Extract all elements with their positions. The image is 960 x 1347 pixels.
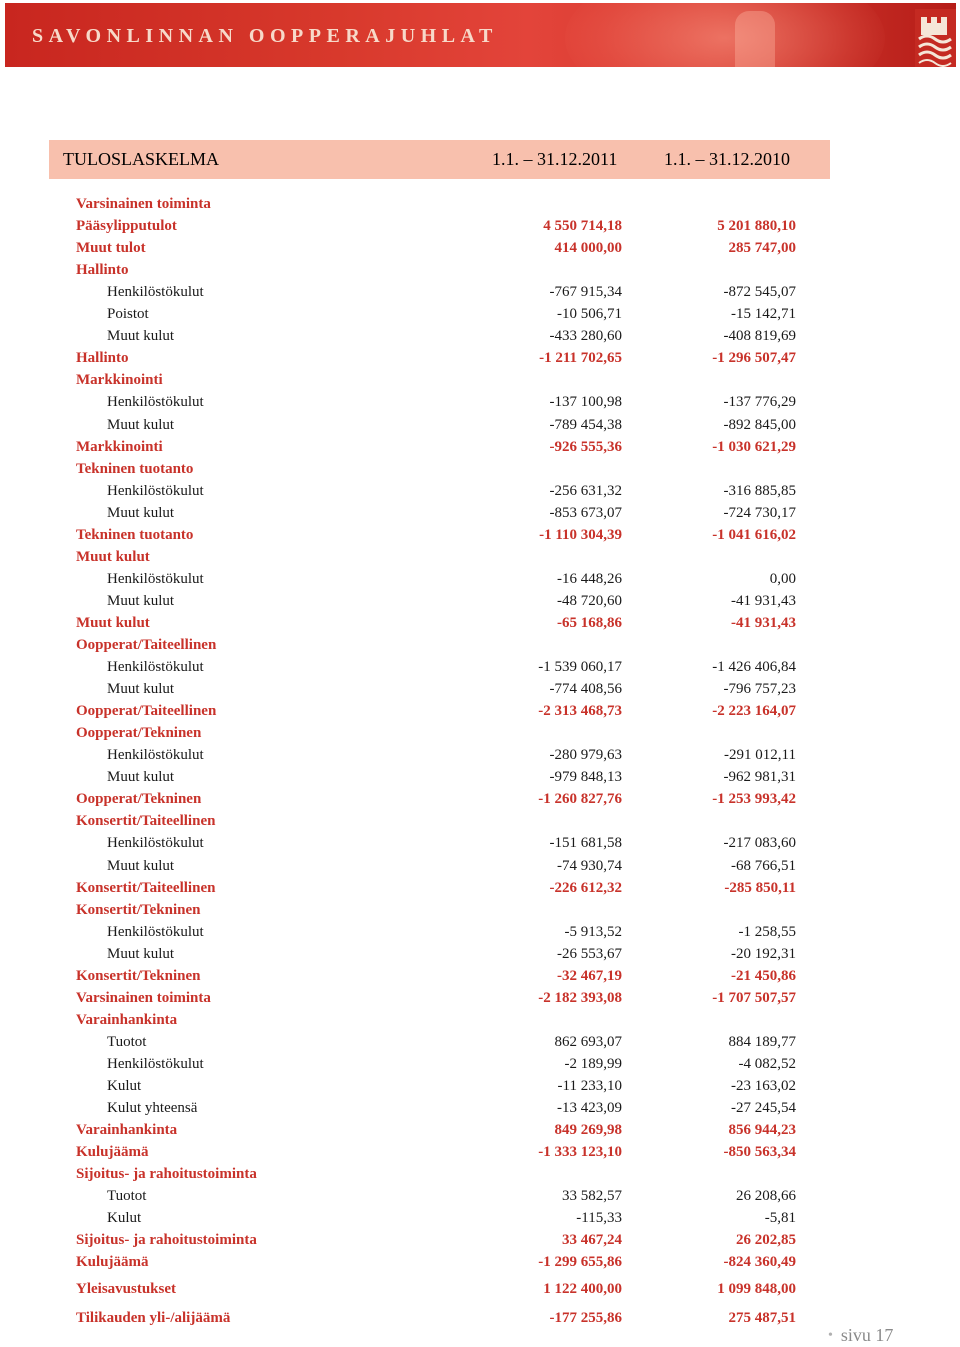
row-label: Kulut bbox=[107, 1078, 142, 1094]
value-2010: -408 819,69 bbox=[723, 328, 796, 345]
value-2010: -892 845,00 bbox=[723, 416, 796, 433]
value-2011: -1 299 655,86 bbox=[538, 1254, 622, 1270]
value-2011: 862 693,07 bbox=[554, 1033, 622, 1050]
table-row bbox=[0, 656, 960, 678]
table-row bbox=[0, 1163, 960, 1185]
value-2010: -5,81 bbox=[764, 1210, 796, 1227]
row-label: Muut kulut bbox=[107, 504, 175, 521]
row-label: Muut kulut bbox=[107, 681, 175, 698]
table-row bbox=[0, 1075, 960, 1097]
row-label: Henkilöstökulut bbox=[107, 1055, 204, 1072]
value-2011: 1 122 400,00 bbox=[543, 1281, 622, 1297]
row-label: Henkilöstökulut bbox=[107, 482, 204, 499]
row-label: Muut tulot bbox=[76, 240, 146, 257]
table-row bbox=[0, 700, 960, 722]
row-label: Muut kulut bbox=[107, 945, 175, 962]
table-row bbox=[0, 766, 960, 788]
value-2011: -74 930,74 bbox=[557, 857, 622, 874]
table-row bbox=[0, 1307, 960, 1329]
value-2011: -10 506,71 bbox=[557, 306, 622, 323]
banner-castle-image bbox=[735, 11, 775, 67]
table-row bbox=[0, 810, 960, 832]
row-label: Kulut bbox=[107, 1210, 142, 1227]
table-row bbox=[0, 943, 960, 965]
value-2010: -872 545,07 bbox=[723, 284, 796, 301]
row-label: Markkinointi bbox=[76, 372, 163, 389]
value-2011: -767 915,34 bbox=[549, 284, 622, 301]
value-2011: -26 553,67 bbox=[557, 945, 622, 962]
table-row bbox=[0, 391, 960, 413]
table-row bbox=[0, 414, 960, 436]
value-2010: -1 030 621,29 bbox=[712, 438, 796, 455]
value-2011: 4 550 714,18 bbox=[543, 218, 622, 235]
row-label: Muut kulut bbox=[107, 416, 175, 433]
row-label: Muut kulut bbox=[76, 548, 150, 565]
value-2011: -1 110 304,39 bbox=[539, 526, 622, 543]
row-label: Oopperat/Tekninen bbox=[76, 791, 202, 808]
row-label: Konsertit/Taiteellinen bbox=[76, 813, 216, 830]
value-2010: -21 450,86 bbox=[731, 967, 796, 984]
table-row bbox=[0, 744, 960, 766]
row-label: Hallinto bbox=[76, 262, 129, 279]
value-2011: -16 448,26 bbox=[557, 570, 622, 587]
value-2011: 849 269,98 bbox=[554, 1122, 622, 1139]
table-row bbox=[0, 1009, 960, 1031]
value-2011: 33 582,57 bbox=[562, 1188, 622, 1205]
value-2011: -65 168,86 bbox=[557, 614, 622, 631]
table-row bbox=[0, 634, 960, 656]
value-2011: -774 408,56 bbox=[549, 681, 622, 698]
value-2010: -1 258,55 bbox=[738, 923, 796, 940]
value-2010: -796 757,23 bbox=[723, 681, 796, 698]
table-row bbox=[0, 193, 960, 215]
page-label: sivu 17 bbox=[840, 1325, 894, 1345]
value-2010: -15 142,71 bbox=[731, 306, 796, 323]
value-2010: -20 192,31 bbox=[731, 945, 796, 962]
value-2011: -926 555,36 bbox=[549, 438, 622, 455]
table-row bbox=[0, 877, 960, 899]
table-row bbox=[0, 281, 960, 303]
row-label: Konsertit/Tekninen bbox=[76, 901, 201, 918]
value-2010: 1 099 848,00 bbox=[717, 1281, 796, 1297]
row-label: Markkinointi bbox=[76, 438, 163, 455]
value-2010: -217 083,60 bbox=[723, 835, 796, 852]
value-2010: 884 189,77 bbox=[728, 1033, 796, 1050]
row-label: Konsertit/Tekninen bbox=[76, 967, 201, 984]
row-label: Oopperat/Taiteellinen bbox=[76, 637, 217, 653]
value-2010: -850 563,34 bbox=[723, 1144, 796, 1161]
value-2010: -1 041 616,02 bbox=[712, 526, 796, 543]
income-statement-header bbox=[49, 140, 830, 179]
value-2010: -137 776,29 bbox=[723, 394, 796, 411]
row-label: Henkilöstökulut bbox=[107, 659, 204, 676]
table-row bbox=[0, 259, 960, 281]
value-2011: -32 467,19 bbox=[557, 967, 622, 984]
table-row bbox=[0, 1229, 960, 1251]
table-row bbox=[0, 458, 960, 480]
value-2011: -2 189,99 bbox=[564, 1055, 622, 1072]
value-2011: -48 720,60 bbox=[557, 592, 622, 609]
row-label: Kulujäämä bbox=[76, 1144, 149, 1161]
value-2010: -23 163,02 bbox=[731, 1078, 796, 1094]
value-2010: -962 981,31 bbox=[723, 769, 796, 786]
table-row bbox=[0, 921, 960, 943]
value-2010: -41 931,43 bbox=[731, 592, 796, 609]
banner bbox=[5, 3, 956, 67]
table-row bbox=[0, 215, 960, 237]
value-2010: 0,00 bbox=[769, 570, 796, 587]
table-row bbox=[0, 1097, 960, 1119]
value-2010: -68 766,51 bbox=[731, 857, 796, 874]
value-2010: -285 850,11 bbox=[724, 879, 796, 896]
value-2011: -177 255,86 bbox=[549, 1310, 622, 1326]
table-row bbox=[0, 568, 960, 590]
table-row bbox=[0, 480, 960, 502]
value-2011: -13 423,09 bbox=[557, 1100, 622, 1117]
row-label: Henkilöstökulut bbox=[107, 284, 204, 301]
row-label: Henkilöstökulut bbox=[107, 394, 204, 411]
value-2010: -27 245,54 bbox=[731, 1100, 796, 1117]
value-2011: -1 539 060,17 bbox=[538, 659, 622, 676]
value-2010: -1 707 507,57 bbox=[712, 989, 796, 1006]
table-row bbox=[0, 502, 960, 524]
row-label: Henkilöstökulut bbox=[107, 570, 204, 587]
value-2011: -137 100,98 bbox=[549, 394, 622, 411]
table-row bbox=[0, 1278, 960, 1300]
value-2011: -280 979,63 bbox=[549, 747, 622, 764]
value-2010: 26 208,66 bbox=[736, 1188, 796, 1205]
value-2010: -4 082,52 bbox=[738, 1055, 796, 1072]
value-2010: -41 931,43 bbox=[731, 614, 796, 631]
value-2010: -824 360,49 bbox=[723, 1254, 796, 1270]
value-2010: 285 747,00 bbox=[728, 240, 796, 257]
row-label: Muut kulut bbox=[107, 769, 175, 786]
value-2010: -724 730,17 bbox=[723, 504, 796, 521]
bullet-icon: • bbox=[828, 1328, 833, 1343]
table-row bbox=[0, 678, 960, 700]
row-label: Konsertit/Taiteellinen bbox=[76, 879, 216, 896]
value-2010: -316 885,85 bbox=[723, 482, 796, 499]
value-2010: -2 223 164,07 bbox=[712, 703, 796, 720]
value-2011: -115,33 bbox=[576, 1210, 622, 1227]
row-label: Varainhankinta bbox=[76, 1011, 178, 1028]
row-label: Poistot bbox=[107, 306, 149, 323]
value-2011: -256 631,32 bbox=[549, 482, 622, 499]
table-row bbox=[0, 1053, 960, 1075]
table-row bbox=[0, 237, 960, 259]
value-2010: 26 202,85 bbox=[736, 1232, 796, 1249]
row-label: Muut kulut bbox=[107, 328, 175, 345]
table-row bbox=[0, 325, 960, 347]
row-label: Hallinto bbox=[76, 350, 129, 367]
row-label: Pääsylipputulot bbox=[76, 218, 177, 235]
row-label: Tekninen tuotanto bbox=[76, 526, 194, 543]
row-label: Muut kulut bbox=[107, 592, 175, 609]
value-2011: -11 233,10 bbox=[557, 1078, 622, 1094]
table-row bbox=[0, 347, 960, 369]
row-label: Sijoitus- ja rahoitustoiminta bbox=[76, 1166, 257, 1183]
table-row bbox=[0, 546, 960, 568]
value-2011: -226 612,32 bbox=[549, 879, 622, 896]
value-2011: -433 280,60 bbox=[549, 328, 622, 345]
table-row bbox=[0, 436, 960, 458]
value-2011: -151 681,58 bbox=[549, 835, 622, 852]
value-2011: -2 182 393,08 bbox=[538, 989, 622, 1006]
row-label: Henkilöstökulut bbox=[107, 923, 204, 940]
value-2010: -291 012,11 bbox=[724, 747, 796, 764]
value-2010: 275 487,51 bbox=[728, 1310, 796, 1326]
table-row bbox=[0, 369, 960, 391]
value-2011: -1 333 123,10 bbox=[538, 1144, 622, 1161]
row-label: Henkilöstökulut bbox=[107, 747, 204, 764]
row-label: Varsinainen toiminta bbox=[76, 196, 211, 212]
value-2011: 33 467,24 bbox=[562, 1232, 622, 1249]
row-label: Tuotot bbox=[107, 1033, 147, 1050]
value-2010: -1 296 507,47 bbox=[712, 350, 796, 367]
table-row bbox=[0, 855, 960, 877]
table-row bbox=[0, 965, 960, 987]
value-2011: -853 673,07 bbox=[549, 504, 622, 521]
value-2010: 856 944,23 bbox=[728, 1122, 796, 1139]
row-label: Varainhankinta bbox=[76, 1122, 178, 1139]
table-row bbox=[0, 1119, 960, 1141]
row-label: Oopperat/Taiteellinen bbox=[76, 703, 217, 720]
period-2010-header: 1.1. – 31.12.2010 bbox=[664, 149, 790, 169]
row-label: Tilikauden yli-/alijäämä bbox=[76, 1310, 231, 1326]
row-label: Muut kulut bbox=[107, 857, 175, 874]
banner-glow bbox=[565, 3, 885, 67]
table-row bbox=[0, 590, 960, 612]
table-row bbox=[0, 788, 960, 810]
value-2011: -979 848,13 bbox=[549, 769, 622, 786]
value-2011: -5 913,52 bbox=[564, 923, 622, 940]
table-row bbox=[0, 1185, 960, 1207]
row-label: Kulujäämä bbox=[76, 1254, 149, 1270]
table-row bbox=[0, 303, 960, 325]
value-2010: -1 253 993,42 bbox=[712, 791, 796, 808]
value-2011: -1 211 702,65 bbox=[539, 350, 622, 367]
table-row bbox=[0, 612, 960, 634]
value-2011: -1 260 827,76 bbox=[538, 791, 622, 808]
row-label: Varsinainen toiminta bbox=[76, 989, 211, 1006]
row-label: Kulut yhteensä bbox=[107, 1100, 198, 1117]
row-label: Sijoitus- ja rahoitustoiminta bbox=[76, 1232, 257, 1249]
table-row bbox=[0, 1031, 960, 1053]
row-label: Yleisavustukset bbox=[76, 1281, 177, 1297]
table-row bbox=[0, 1251, 960, 1273]
value-2011: -789 454,38 bbox=[549, 416, 622, 433]
statement-title: TULOSLASKELMA bbox=[63, 149, 219, 169]
period-2011-header: 1.1. – 31.12.2011 bbox=[492, 149, 618, 169]
castle-logo-icon bbox=[915, 9, 956, 67]
table-row bbox=[0, 1141, 960, 1163]
table-row bbox=[0, 832, 960, 854]
row-label: Tuotot bbox=[107, 1188, 147, 1205]
table-row bbox=[0, 1207, 960, 1229]
row-label: Henkilöstökulut bbox=[107, 835, 204, 852]
row-label: Tekninen tuotanto bbox=[76, 460, 194, 477]
value-2010: 5 201 880,10 bbox=[717, 218, 796, 235]
banner-title: SAVONLINNAN OOPPERAJUHLAT bbox=[32, 25, 498, 47]
table-row bbox=[0, 722, 960, 744]
page-number bbox=[828, 1325, 893, 1346]
table-row bbox=[0, 987, 960, 1009]
value-2011: 414 000,00 bbox=[554, 240, 622, 257]
value-2011: -2 313 468,73 bbox=[538, 703, 622, 720]
row-label: Muut kulut bbox=[76, 614, 150, 631]
value-2010: -1 426 406,84 bbox=[712, 659, 796, 676]
table-row bbox=[0, 899, 960, 921]
row-label: Oopperat/Tekninen bbox=[76, 725, 202, 742]
table-row bbox=[0, 524, 960, 546]
